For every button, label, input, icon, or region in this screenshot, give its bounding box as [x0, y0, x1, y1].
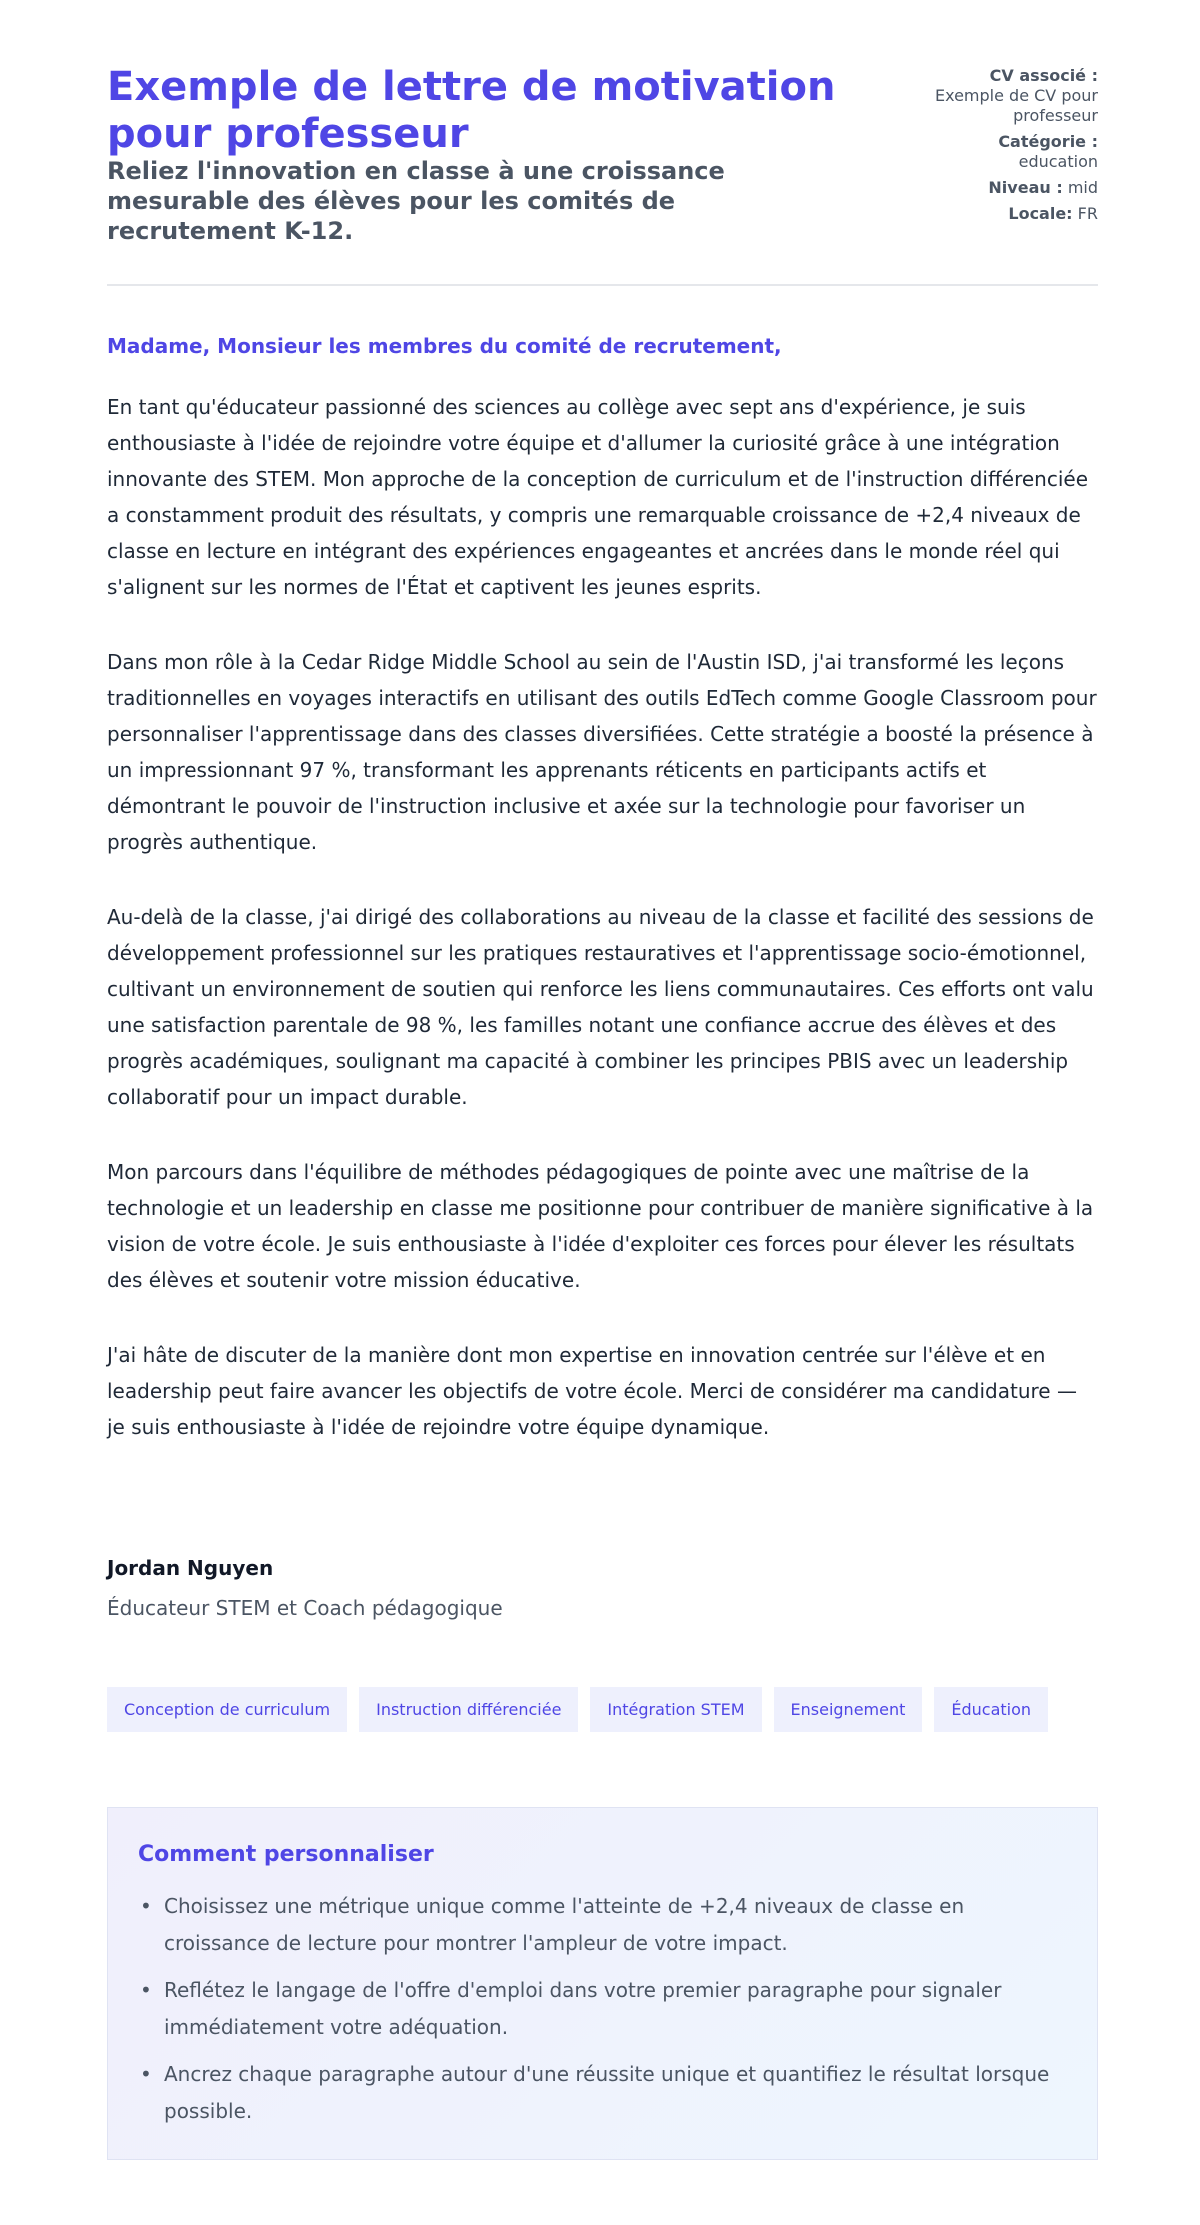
customization-tips-box	[107, 1807, 1098, 2160]
meta-category	[898, 132, 1098, 172]
meta-panel	[898, 66, 1098, 230]
meta-category-label: Catégorie :	[998, 132, 1098, 151]
tip-text: Choisissez une métrique unique comme l'atteinte de +2,4 niveaux de classe en croissance de lecture pour montrer l'ampleur de votre impact.	[164, 1894, 965, 1955]
letter-body	[107, 389, 1098, 1484]
tip-text: Ancrez chaque paragraphe autour d'une réussite unique et quantifiez le résultat lorsque possible.	[164, 2062, 1050, 2123]
letter-paragraph: En tant qu'éducateur passionné des sciences au collège avec sept ans d'expérience, je suis enthousiaste à l'idée de rejoindre votre équipe et d'allumer la curiosité grâce à une intégration innovante des STEM. Mon approche de la conception de curriculum et de l'instruction différenciée a constamment produit des résultats, y compris une remarquable croissance de +2,4 niveaux de classe en lecture en intégrant des expériences engageantes et ancrées dans le monde réel qui s'alignent sur les normes de l'État et captivent les jeunes esprits.	[107, 395, 1088, 599]
tag[interactable]: Conception de curriculum	[107, 1687, 347, 1732]
meta-level	[898, 178, 1098, 198]
signature-name: Jordan Nguyen	[107, 1556, 274, 1580]
meta-locale-label: Locale:	[1008, 204, 1073, 223]
tag[interactable]: Instruction différenciée	[359, 1687, 578, 1732]
letter-paragraph: J'ai hâte de discuter de la manière dont mon expertise en innovation centrée sur l'élève et en leadership peut faire avancer les objectifs de votre école. Merci de considérer ma candidature — je suis enthousiaste à l'idée de rejoindre votre équipe dynamique.	[107, 1343, 1077, 1439]
meta-locale	[898, 204, 1098, 224]
tips-title: Comment personnaliser	[138, 1842, 434, 1867]
tag[interactable]: Éducation	[934, 1687, 1048, 1732]
meta-category-value: education	[1018, 152, 1098, 171]
meta-cv-label: CV associé :	[989, 66, 1098, 85]
tip-item	[138, 1888, 1067, 1962]
bullet-icon: •	[140, 1978, 152, 2002]
tips-list	[138, 1888, 1067, 2130]
letter-paragraph: Au-delà de la classe, j'ai dirigé des collaborations au niveau de la classe et facilité des sessions de développement professionnel sur les pratiques restauratives et l'apprentissage socio-émotionnel, cultivant un environnement de soutien qui renforce les liens communautaires. Ces efforts ont valu une satisfaction parentale de 98 %, les familles notant une confiance accrue des élèves et des progrès académiques, soulignant ma capacité à combiner les principes PBIS avec un leadership collaboratif pour un impact durable.	[107, 905, 1094, 1109]
bullet-icon: •	[140, 1894, 152, 1918]
tip-item	[138, 2056, 1067, 2130]
header-divider	[107, 284, 1098, 286]
meta-cv-value[interactable]: Exemple de CV pour professeur	[935, 86, 1098, 125]
tip-item	[138, 1972, 1067, 2046]
letter-paragraph: Dans mon rôle à la Cedar Ridge Middle School au sein de l'Austin ISD, j'ai transformé les leçons traditionnelles en voyages interactifs en utilisant des outils EdTech comme Google Classroom pour personnaliser l'apprentissage dans des classes diversifiées. Cette stratégie a boosté la présence à un impressionnant 97 %, transformant les apprenants réticents en participants actifs et démontrant le pouvoir de l'instruction inclusive et axée sur la technologie pour favoriser un progrès authentique.	[107, 650, 1097, 854]
tag[interactable]: Intégration STEM	[590, 1687, 761, 1732]
page-title: Exemple de lettre de motivation pour professeur	[107, 64, 836, 157]
tag[interactable]: Enseignement	[774, 1687, 923, 1732]
tag-list	[107, 1687, 1048, 1732]
meta-locale-value: FR	[1077, 204, 1098, 223]
meta-cv	[898, 66, 1098, 126]
bullet-icon: •	[140, 2062, 152, 2086]
letter-paragraph: Mon parcours dans l'équilibre de méthodes pédagogiques de pointe avec une maîtrise de la technologie et un leadership en classe me positionne pour contribuer de manière significative à la vision de votre école. Je suis enthousiaste à l'idée d'exploiter ces forces pour élever les résultats des élèves et soutenir votre mission éducative.	[107, 1160, 1094, 1292]
meta-level-value: mid	[1067, 178, 1098, 197]
salutation: Madame, Monsieur les membres du comité de recrutement,	[107, 334, 782, 358]
tip-text: Reflétez le langage de l'offre d'emploi dans votre premier paragraphe pour signaler immédiatement votre adéquation.	[164, 1978, 1002, 2039]
meta-level-label: Niveau :	[988, 178, 1063, 197]
page-header	[107, 64, 1098, 246]
page-subtitle: Reliez l'innovation en classe à une croissance mesurable des élèves pour les comités de recrutement K-12.	[107, 157, 725, 245]
signature-role: Éducateur STEM et Coach pédagogique	[107, 1596, 503, 1620]
